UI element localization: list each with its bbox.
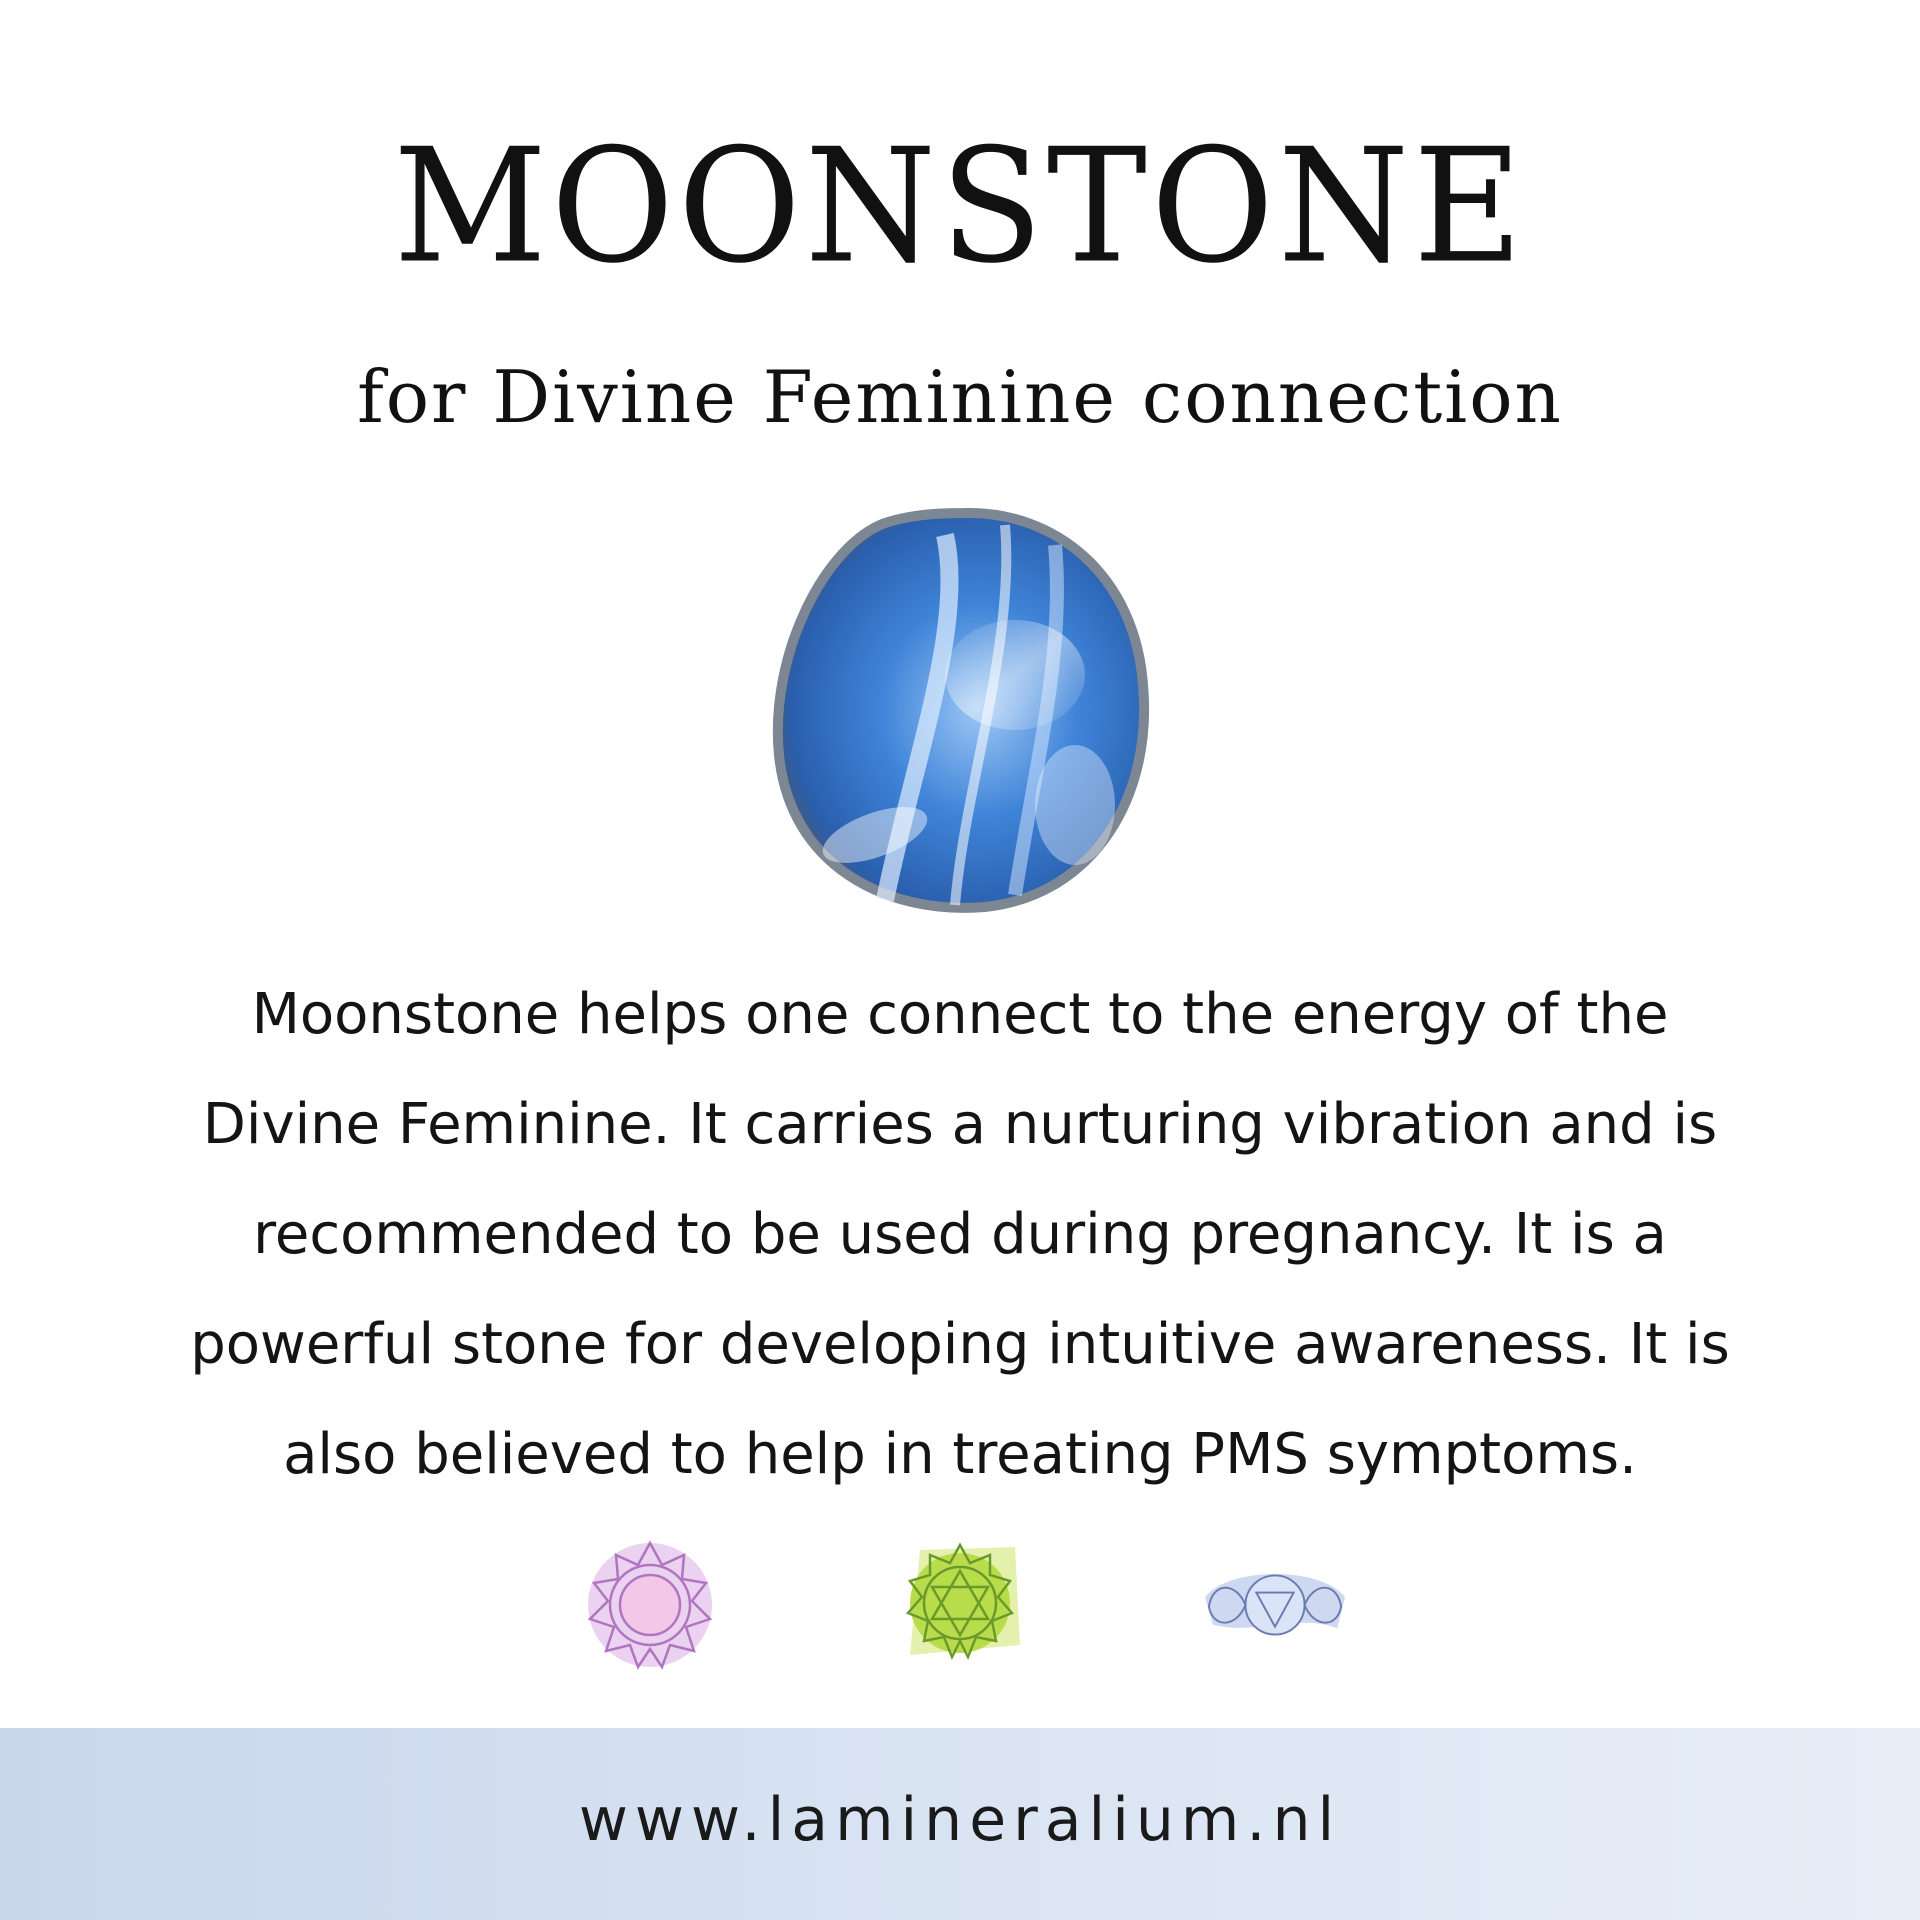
website-link[interactable]: www.lamineralium.nl [578, 1785, 1342, 1855]
third-eye-chakra-icon [1205, 1535, 1345, 1675]
heart-chakra-icon [890, 1535, 1030, 1675]
chakra-icons [0, 1535, 1920, 1680]
crown-chakra-icon [580, 1535, 720, 1675]
footer-bar [0, 1728, 1920, 1920]
page-subtitle: for Divine Feminine connection [357, 355, 1563, 439]
page-title: MOONSTONE [393, 115, 1527, 299]
moonstone-icon [765, 505, 1155, 915]
description-text: Moonstone helps one connect to the energy of the Divine Feminine. It carries a nurturing vibration and is recommended to be used during pregnancy. It is a powerful stone for developing intuitive awareness. It is also believed to help in treating PMS symptoms. [190, 982, 1730, 1487]
